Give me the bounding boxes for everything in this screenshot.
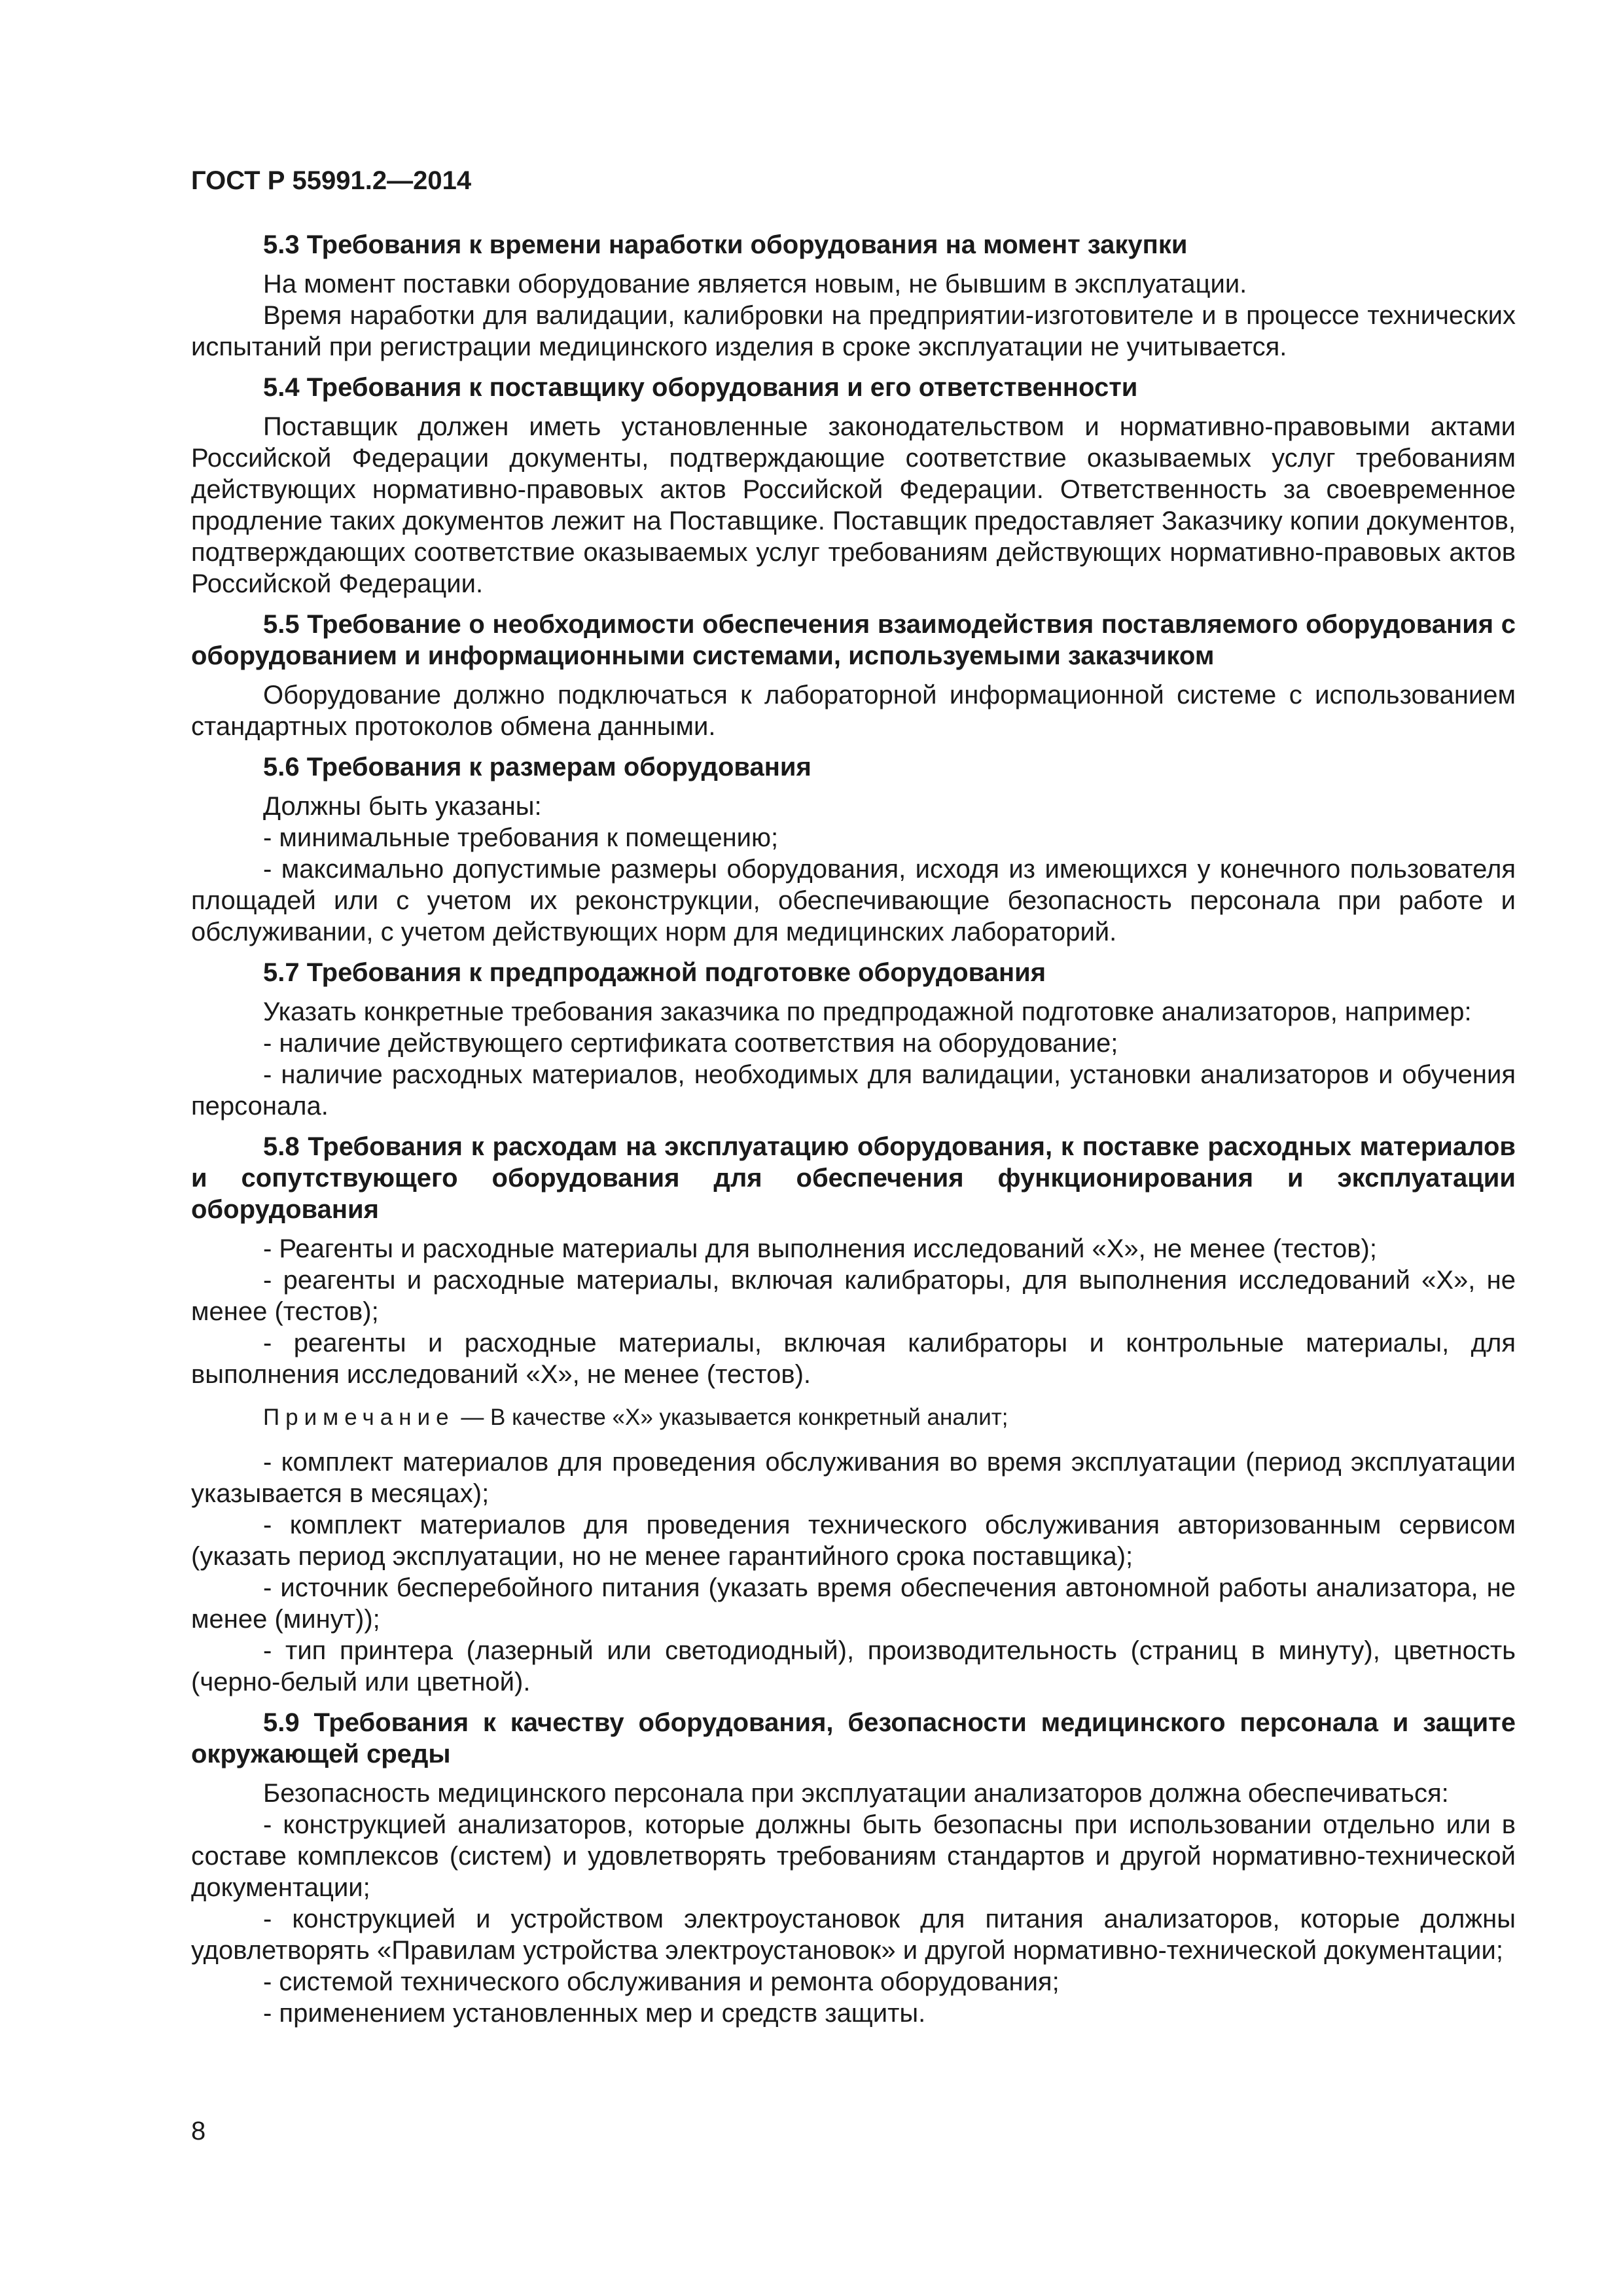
paragraph: Указать конкретные требования заказчика по предпродажной подготовке анализаторов, например:: [263, 997, 1472, 1026]
section-heading: 5.7 Требования к предпродажной подготовке оборудования: [263, 958, 1046, 987]
note-text: — В качестве «X» указывается конкретный аналит;: [461, 1405, 1008, 1430]
list-item: - реагенты и расходные материалы, включая калибраторы, для выполнения исследований «X», не менее (тестов);: [191, 1266, 1516, 1326]
paragraph: На момент поставки оборудование является новым, не бывшим в эксплуатации.: [263, 270, 1247, 298]
paragraph: Должны быть указаны:: [263, 792, 542, 821]
section-heading: 5.6 Требования к размерам оборудования: [263, 753, 812, 781]
page-number: 8: [191, 2117, 206, 2145]
paragraph: Время наработки для валидации, калибровки на предприятии-изготовителе и в процессе технических испытаний при регистрации медицинского изделия в сроке эксплуатации не учитывается.: [191, 301, 1516, 361]
list-item: - комплект материалов для проведения технического обслуживания авторизованным сервисом (указать период эксплуатации, но не менее гарантийного срока поставщика);: [191, 1511, 1516, 1571]
list-item: - Реагенты и расходные материалы для выполнения исследований «X», не менее (тестов);: [263, 1234, 1377, 1263]
list-item: - наличие действующего сертификата соответствия на оборудование;: [263, 1029, 1118, 1058]
paragraph: Оборудование должно подключаться к лабораторной информационной системе с использованием стандартных протоколов обмена данными.: [191, 681, 1516, 741]
note: [191, 1402, 1516, 1433]
section-heading: 5.4 Требования к поставщику оборудования и его ответственности: [263, 373, 1138, 402]
section-heading: 5.3 Требования к времени наработки оборудования на момент закупки: [263, 230, 1188, 259]
section-5-8: [191, 1131, 1516, 1698]
list-item: - минимальные требования к помещению;: [263, 823, 779, 852]
list-item: - системой технического обслуживания и ремонта оборудования;: [263, 1967, 1060, 1996]
note-label: Примечание: [263, 1405, 455, 1430]
list-item: - источник бесперебойного питания (указать время обеспечения автономной работы анализатора, не менее (минут));: [191, 1573, 1516, 1634]
list-item: - реагенты и расходные материалы, включая калибраторы и контрольные материалы, для выполнения исследований «X», не менее (тестов).: [191, 1329, 1516, 1389]
section-5-6: [191, 751, 1516, 948]
list-item: - конструкцией и устройством электроустановок для питания анализаторов, которые должны удовлетворять «Правилам устройства электроустановок» и другой нормативно-технической документации;: [191, 1905, 1516, 1965]
list-item: - конструкцией анализаторов, которые должны быть безопасны при использовании отдельно или в составе комплексов (систем) и удовлетворять требованиям стандартов и другой нормативно-технической документации;: [191, 1810, 1516, 1902]
section-5-7: [191, 957, 1516, 1122]
section-5-5: [191, 609, 1516, 742]
section-heading: 5.9 Требования к качеству оборудования, безопасности медицинского персонала и защите окружающей среды: [191, 1708, 1516, 1768]
section-heading: 5.8 Требования к расходам на эксплуатацию оборудования, к поставке расходных материалов и сопутствующего оборудования для обеспечения функционирования и эксплуатации оборудования: [191, 1132, 1516, 1224]
list-item: - тип принтера (лазерный или светодиодный), производительность (страниц в минуту), цветность (черно-белый или цветной).: [191, 1636, 1516, 1696]
paragraph: Поставщик должен иметь установленные законодательством и нормативно-правовыми актами Российской Федерации документы, подтверждающие соответствие оказываемых услуг требованиям действующих нормативно-правовых актов Российской Федерации. Ответственность за своевременное продление таких документов лежит на Поставщике. Поставщик предоставляет Заказчику копии документов, подтверждающих соответствие оказываемых услуг требованиям действующих нормативно-правовых актов Российской Федерации.: [191, 412, 1516, 598]
document-body: [191, 229, 1516, 2038]
list-item: - комплект материалов для проведения обслуживания во время эксплуатации (период эксплуатации указывается в месяцах);: [191, 1448, 1516, 1508]
list-item: - наличие расходных материалов, необходимых для валидации, установки анализаторов и обучения персонала.: [191, 1060, 1516, 1121]
paragraph: Безопасность медицинского персонала при эксплуатации анализаторов должна обеспечиваться:: [263, 1779, 1449, 1808]
document-header: ГОСТ Р 55991.2—2014: [191, 166, 472, 195]
section-heading: 5.5 Требование о необходимости обеспечения взаимодействия поставляемого оборудования с оборудованием и информационными системами, используемыми заказчиком: [191, 610, 1516, 670]
section-5-3: [191, 229, 1516, 363]
section-5-4: [191, 372, 1516, 600]
list-item: - максимально допустимые размеры оборудования, исходя из имеющихся у конечного пользователя площадей или с учетом их реконструкции, обеспечивающие безопасность персонала при работе и обслуживании, с учетом действующих норм для медицинских лабораторий.: [191, 855, 1516, 946]
list-item: - применением установленных мер и средств защиты.: [263, 1999, 926, 2028]
section-5-9: [191, 1707, 1516, 2029]
